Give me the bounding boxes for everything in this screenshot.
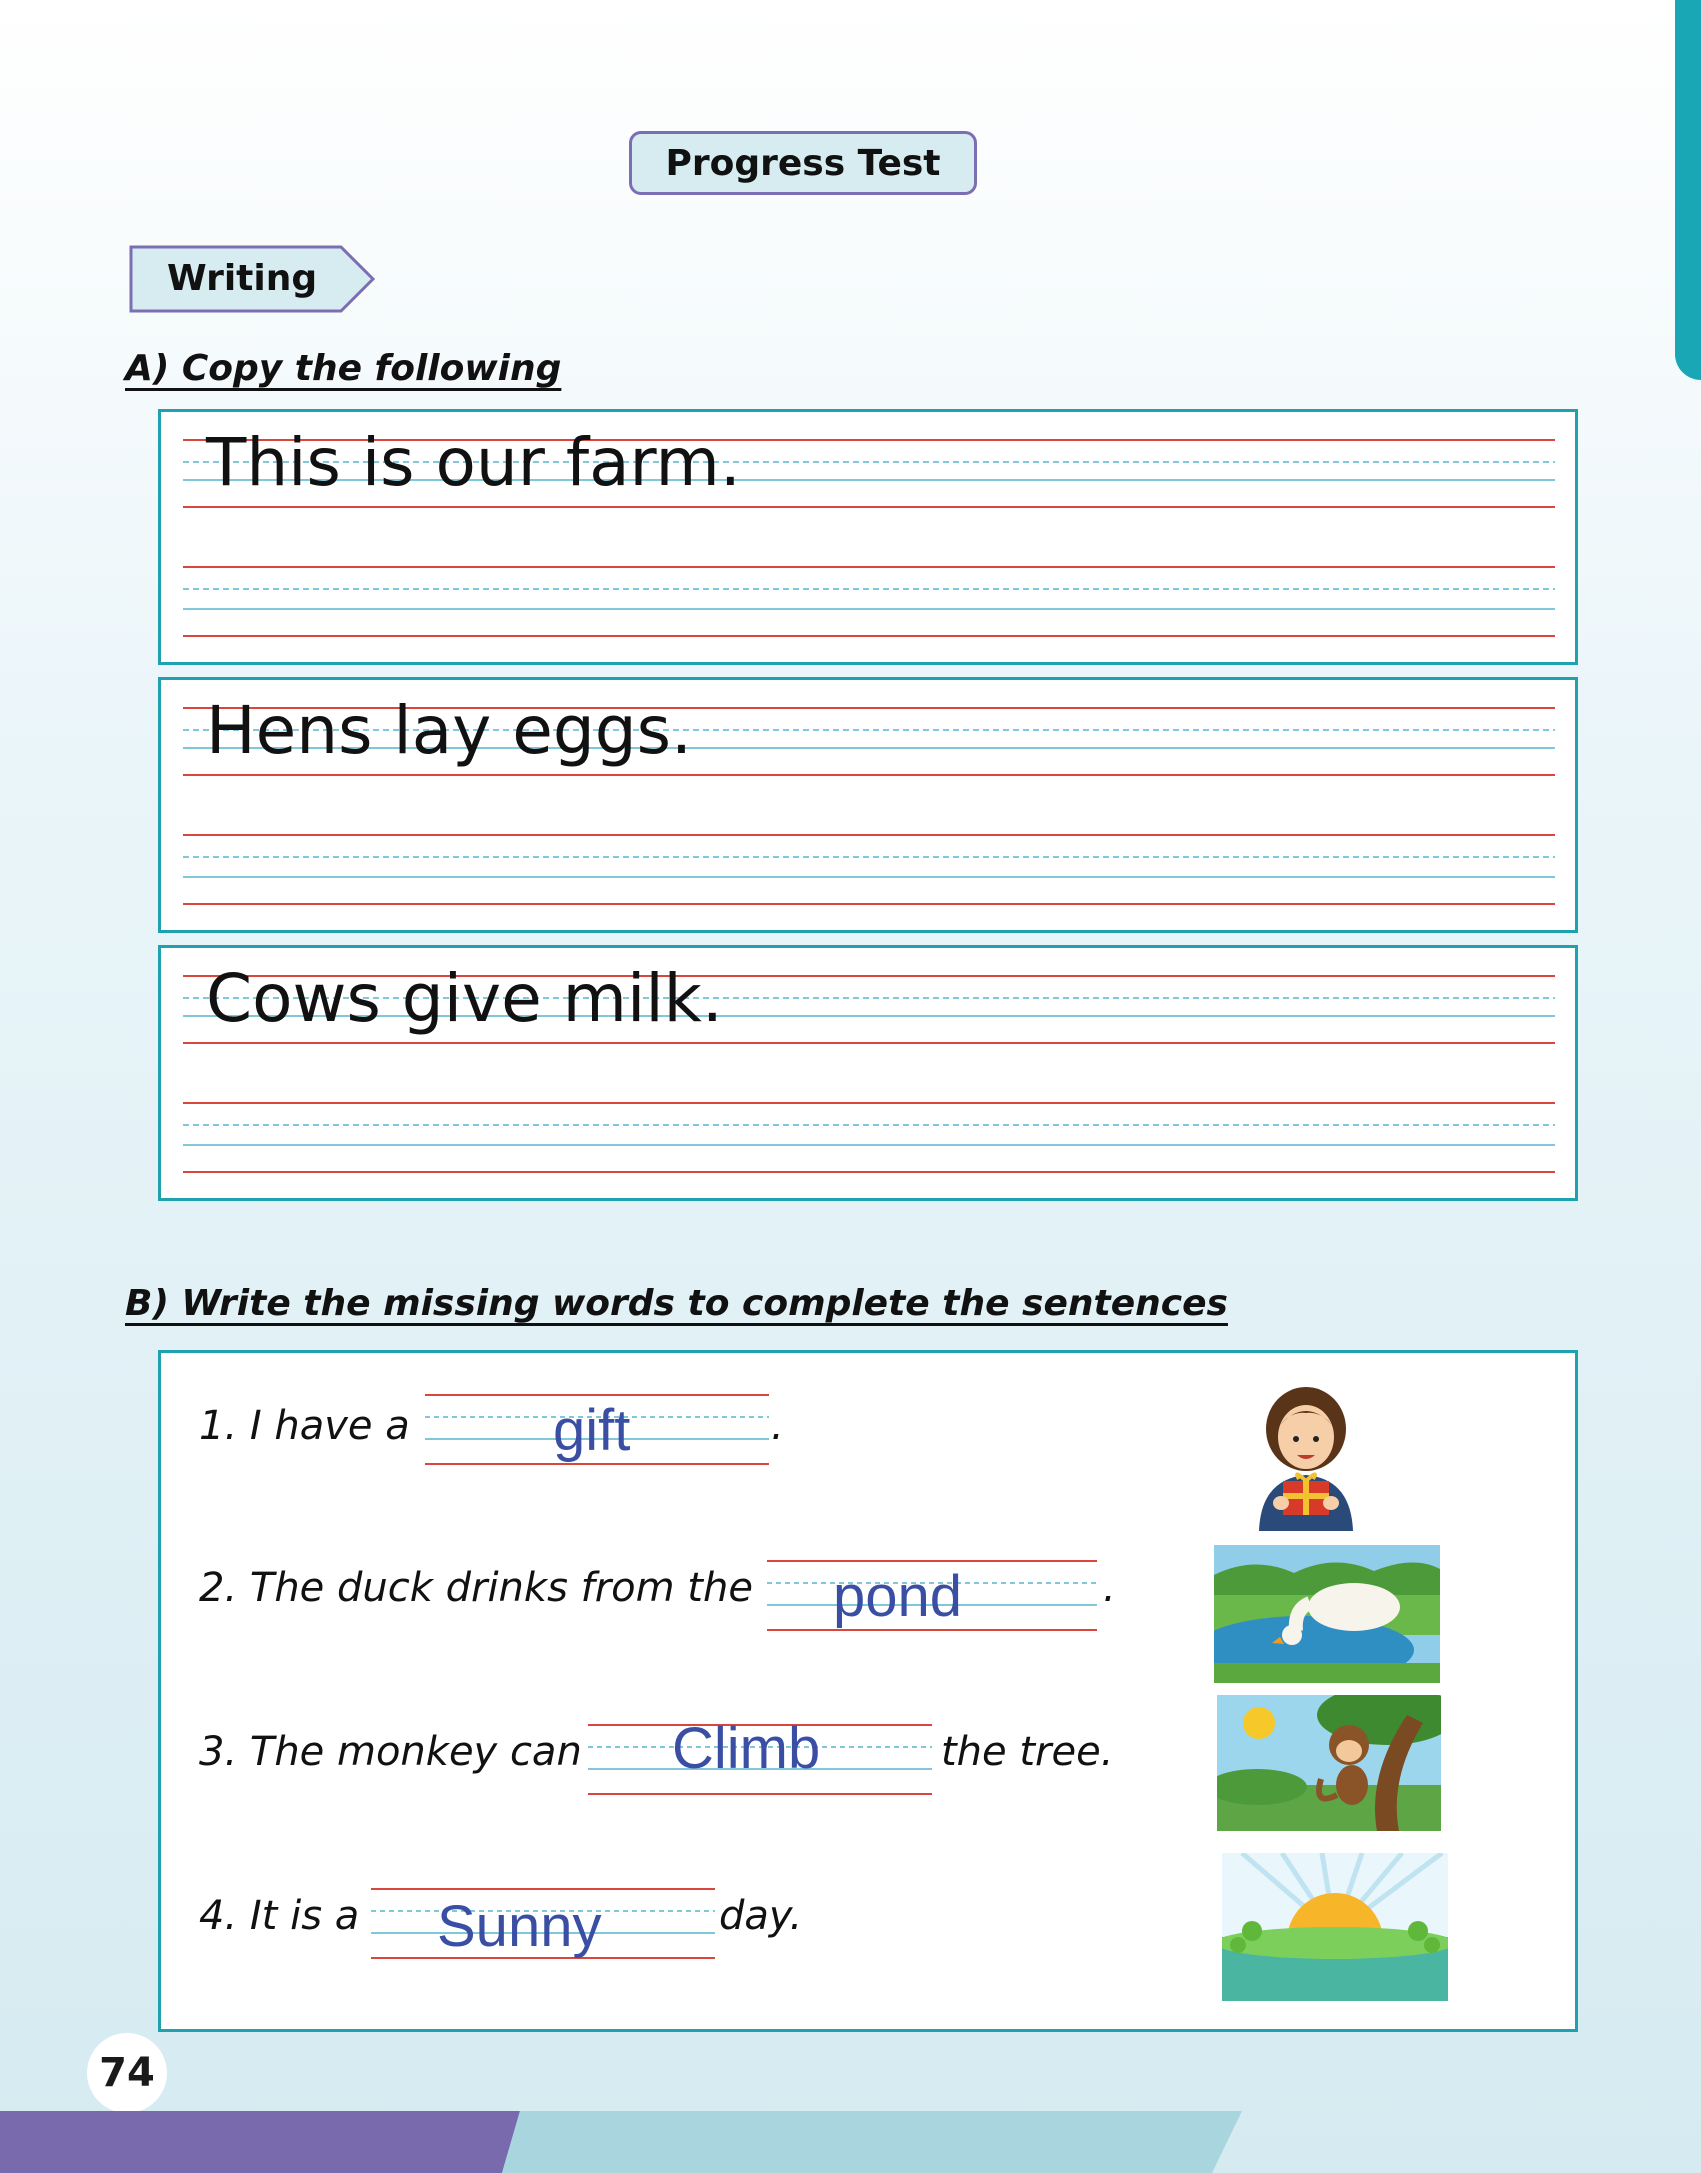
sentence-2-end: . xyxy=(1103,1565,1116,1611)
sentence-1-start: 1. I have a xyxy=(199,1403,410,1449)
missing-words-box xyxy=(158,1350,1578,2032)
part-a-heading: A) Copy the following xyxy=(125,348,562,389)
answer-text-1: gift xyxy=(553,1398,631,1463)
page-edge-accent xyxy=(1675,0,1701,380)
section-tag-writing xyxy=(129,245,376,313)
page-title: Progress Test xyxy=(629,131,977,195)
sentence-2-start: 2. The duck drinks from the xyxy=(199,1565,753,1611)
answer-blank-2[interactable] xyxy=(767,1559,1111,1633)
answer-blank-3[interactable] xyxy=(588,1716,932,1797)
answer-text-4: Sunny xyxy=(437,1894,602,1959)
sentence-4-end: day. xyxy=(719,1893,803,1939)
sunny-day-image xyxy=(1222,1853,1448,2005)
copy-sentence: Cows give milk. xyxy=(206,960,723,1037)
sentence-3-end: the tree. xyxy=(941,1729,1114,1775)
section-tag-label: Writing xyxy=(167,258,318,299)
monkey-climbing-tree-image xyxy=(1217,1695,1441,1835)
copy-sentence: Hens lay eggs. xyxy=(206,692,693,769)
duck-drinking-pond-image xyxy=(1214,1545,1440,1687)
answer-text-2: pond xyxy=(833,1564,963,1629)
answer-blank-1[interactable] xyxy=(425,1393,769,1467)
copy-sentence: This is our farm. xyxy=(206,424,741,501)
sentence-4-start: 4. It is a xyxy=(199,1893,360,1939)
girl-holding-gift-image xyxy=(1231,1381,1381,1535)
part-b-heading: B) Write the missing words to complete the sentences xyxy=(125,1283,1228,1324)
answer-text-3: Climb xyxy=(672,1716,821,1781)
answer-blank-4[interactable] xyxy=(371,1887,715,1961)
copy-box-3[interactable] xyxy=(158,945,1578,1201)
sentence-1-end: . xyxy=(771,1403,784,1449)
copy-box-1[interactable] xyxy=(158,409,1578,665)
copy-box-2[interactable] xyxy=(158,677,1578,933)
footer-bar xyxy=(0,2111,1701,2173)
sentence-3-start: 3. The monkey can xyxy=(199,1729,582,1775)
page-number: 74 xyxy=(87,2033,167,2113)
